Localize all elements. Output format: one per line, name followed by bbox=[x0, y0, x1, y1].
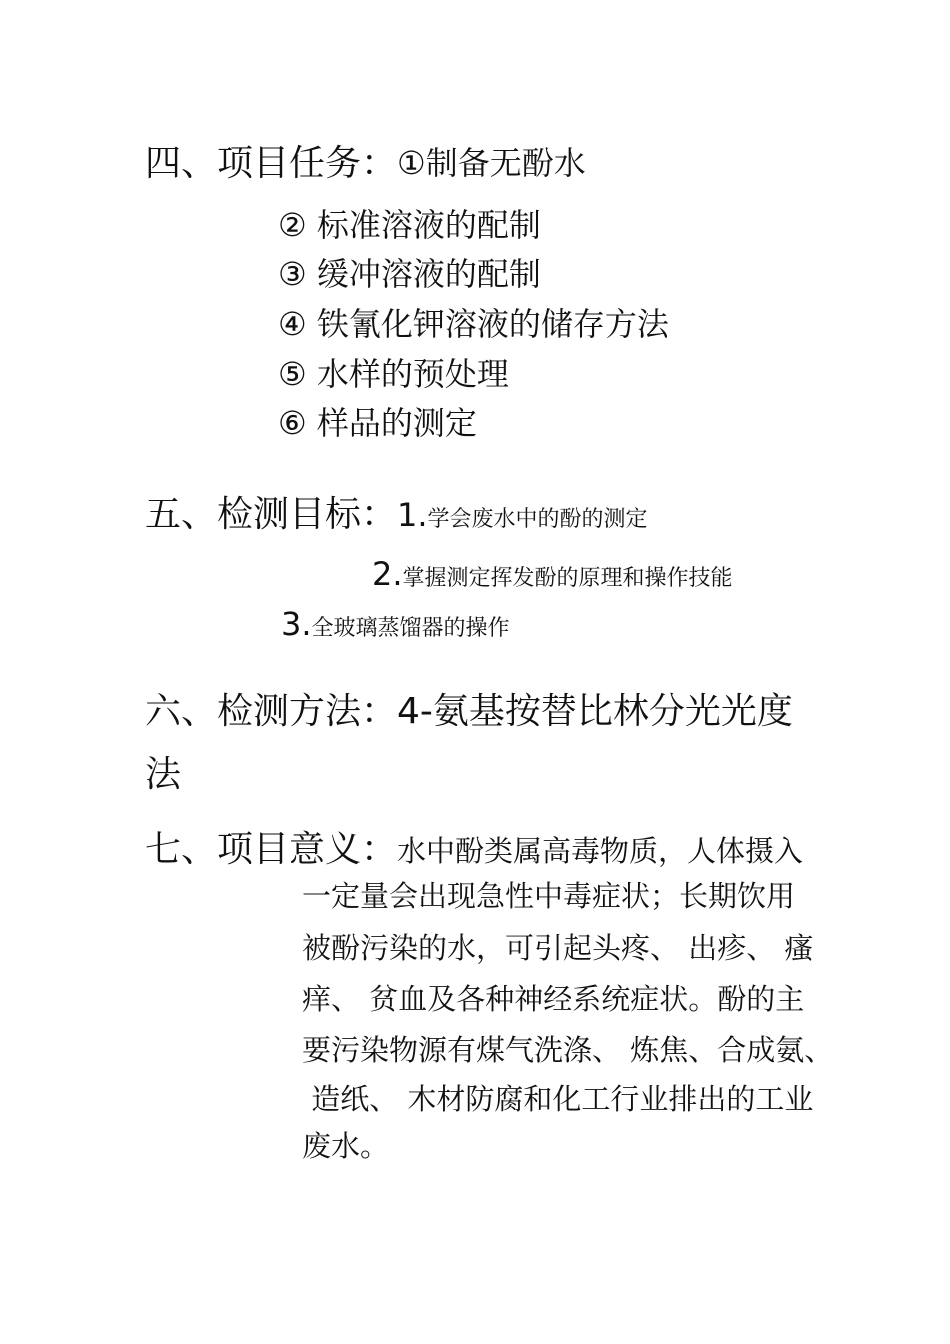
goal-2-text: 掌握测定挥发酚的原理和操作技能 bbox=[402, 566, 733, 591]
significance-line-7: 废水。 bbox=[302, 1129, 390, 1163]
method-text: 4-氨基按替比林分光光度 bbox=[397, 691, 793, 732]
task-1: ①制备无酚水 bbox=[397, 144, 586, 182]
task-3: ③ 缓冲溶液的配制 bbox=[278, 255, 541, 293]
task-4: ④ 铁氰化钾溶液的储存方法 bbox=[278, 305, 669, 343]
section-7-heading: 七、项目意义： bbox=[145, 829, 398, 870]
goal-3 bbox=[281, 605, 510, 643]
section-6-line bbox=[145, 691, 793, 732]
method-text-continued: 法 bbox=[145, 754, 182, 795]
significance-line-4: 痒、 贫血及各种神经系统症状。酚的主 bbox=[302, 982, 805, 1016]
goal-3-text: 全玻璃蒸馏器的操作 bbox=[311, 616, 510, 641]
goal-3-number: 3. bbox=[281, 605, 312, 643]
section-7-line bbox=[145, 829, 804, 870]
section-5-line bbox=[145, 494, 648, 535]
section-4-heading: 四、项目任务： bbox=[145, 143, 398, 184]
significance-line-1: 水中酚类属高毒物质，人体摄入 bbox=[397, 834, 804, 868]
significance-line-5: 要污染物源有煤气洗涤、 炼焦、合成氨、 bbox=[302, 1033, 834, 1067]
task-5: ⑤ 水样的预处理 bbox=[278, 355, 509, 393]
task-2: ② 标准溶液的配制 bbox=[278, 206, 541, 244]
goal-1-number: 1. bbox=[397, 496, 428, 534]
goal-2-number: 2. bbox=[372, 555, 403, 593]
goal-2 bbox=[372, 555, 733, 593]
significance-line-6: 造纸、 木材防腐和化工行业排出的工业 bbox=[302, 1082, 814, 1116]
significance-line-2: 一定量会出现急性中毒症状；长期饮用 bbox=[302, 879, 796, 913]
significance-line-3: 被酚污染的水，可引起头疼、 出疹、 瘙 bbox=[302, 931, 814, 965]
task-6: ⑥ 样品的测定 bbox=[278, 404, 477, 442]
section-5-heading: 五、检测目标： bbox=[145, 494, 398, 535]
section-6-heading: 六、检测方法： bbox=[145, 691, 398, 732]
section-4-line bbox=[145, 143, 586, 184]
goal-1-text: 学会废水中的酚的测定 bbox=[427, 507, 648, 532]
